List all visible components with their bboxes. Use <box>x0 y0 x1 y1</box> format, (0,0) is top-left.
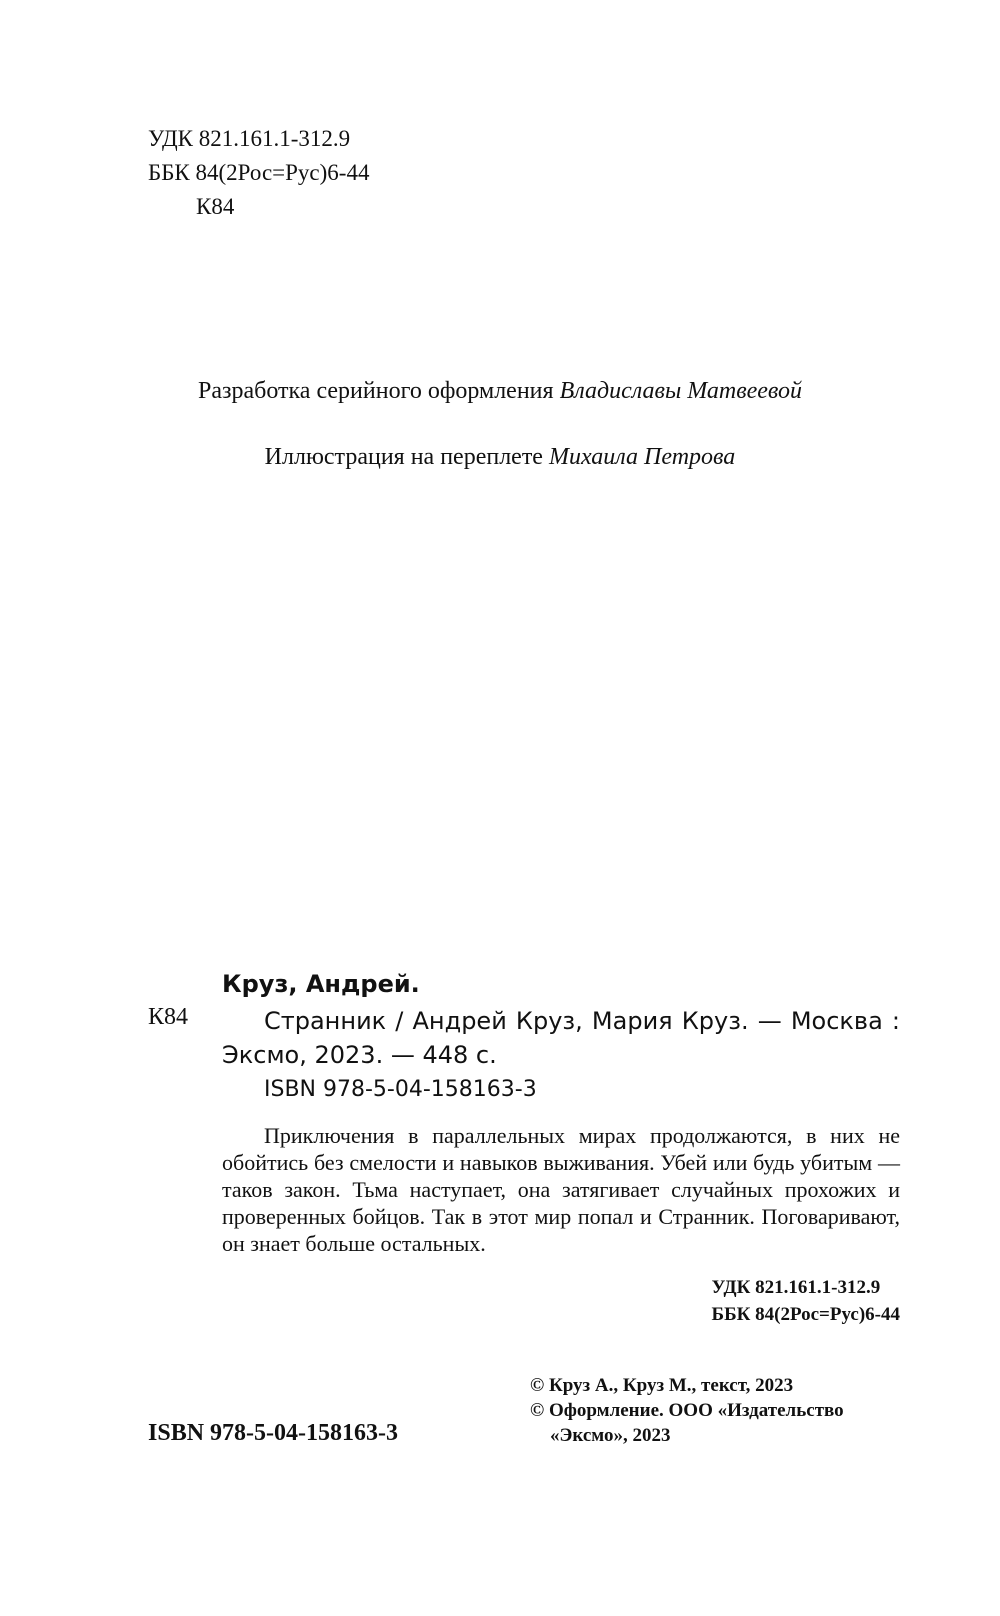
catalog-author-sign: К84 <box>148 1004 189 1030</box>
design-credit-name: Владиславы Матвеевой <box>559 378 803 404</box>
design-credit <box>0 378 1000 405</box>
copyright-text: © Круз А., Круз М., текст, 2023 <box>530 1375 794 1396</box>
design-credit-prefix: Разработка серийного оформления <box>197 378 554 404</box>
bbk-code: ББК 84(2Рос=Рус)6-44 <box>148 160 370 185</box>
catalog-title-line: Странник / Андрей Круз, Мария Круз. — Москва : Эксмо, 2023. — 448 с. <box>222 1007 900 1069</box>
illustration-credit-name: Михаила Петрова <box>548 444 736 470</box>
catalog-bbk: ББК 84(2Рос=Рус)6-44 <box>711 1304 900 1325</box>
catalog-codes <box>712 1274 900 1328</box>
illustration-credit <box>0 444 1000 471</box>
top-classification-codes <box>148 122 369 224</box>
catalog-isbn: ISBN 978-5-04-158163-3 <box>264 1077 537 1102</box>
copyright-block <box>530 1373 844 1448</box>
author-sign: К84 <box>196 194 235 219</box>
copyright-design-line1: © Оформление. ООО «Издательство <box>530 1400 844 1421</box>
udk-code: УДК 821.161.1-312.9 <box>148 126 351 151</box>
catalog-author: Круз, Андрей. <box>222 970 420 998</box>
bottom-isbn: ISBN 978-5-04-158163-3 <box>148 1420 398 1446</box>
catalog-annotation: Приключения в параллельных мирах продолжаются, в них не обойтись без смелости и навыков выживания. Убей или будь убитым — таков закон. Тьма наступает, она затягивает случайных прохожих и проверенных бойцов. Так в этот мир попал и Странник. Поговаривают, он знает больше остальных. <box>222 1123 900 1256</box>
catalog-udk: УДК 821.161.1-312.9 <box>711 1277 881 1298</box>
copyright-design-line2: «Эксмо», 2023 <box>550 1425 671 1446</box>
illustration-credit-prefix: Иллюстрация на переплете <box>264 444 543 470</box>
